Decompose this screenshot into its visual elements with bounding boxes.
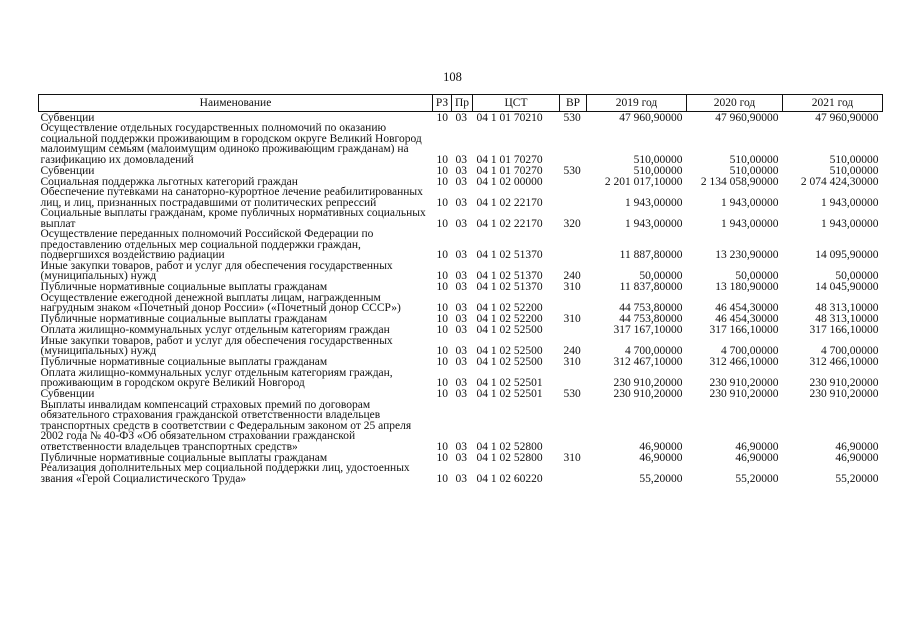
- cell-cst: 04 1 02 60220: [476, 472, 543, 485]
- cell-vr: [560, 229, 587, 261]
- header-2019: 2019 год: [587, 95, 687, 112]
- table-row: [39, 389, 883, 400]
- cell-y2020: 46 454,30000: [715, 313, 779, 325]
- cell-name: Оплата жилищно-коммунальных услуг отдельным категориям граждан, проживающим в городском округе Великий Новгород: [40, 366, 393, 389]
- cell-vr: 310: [563, 356, 581, 368]
- cell-vr: [560, 123, 587, 165]
- cell-y2020: 1 943,00000: [721, 217, 779, 230]
- header-cst: ЦСТ: [473, 95, 560, 112]
- cell-y2021: 55,20000: [835, 472, 879, 485]
- cell-y2020: 2 134 058,90000: [700, 175, 779, 188]
- cell-y2019: 47 960,90000: [619, 111, 683, 124]
- cell-pr: 03: [455, 164, 467, 177]
- cell-vr: [560, 325, 587, 336]
- cell-cst: 04 1 01 70270: [476, 153, 543, 166]
- cell-rz: 10: [436, 270, 448, 282]
- cell-y2020: 1 943,00000: [721, 196, 779, 209]
- cell-pr: 03: [455, 111, 467, 124]
- cell-pr: 03: [455, 281, 467, 293]
- table-row: [39, 208, 883, 229]
- cell-y2021: 14 095,90000: [815, 249, 879, 261]
- cell-y2020: 47 960,90000: [715, 111, 779, 124]
- cell-name: Выплаты инвалидам компенсаций страховых премий по договорам обязательного страхования гражданской ответственности владельцев транспортных средств в соответствии с Федеральным законом от 25 апреля 2002 года № 40-ФЗ «Об обязательном страховании гражданской ответственности владельцев транспортных средств»: [40, 398, 412, 453]
- cell-cst: 04 1 02 52500: [476, 324, 543, 336]
- cell-y2021: 48 313,10000: [815, 302, 879, 314]
- cell-y2019: 44 753,80000: [619, 302, 683, 314]
- cell-rz: 10: [436, 388, 448, 400]
- cell-name: Иные закупки товаров, работ и услуг для обеспечения государственных (муниципальных) нужд: [40, 334, 393, 357]
- cell-name: Иные закупки товаров, работ и услуг для обеспечения государственных (муниципальных) нужд: [40, 259, 393, 282]
- cell-y2021: 46,90000: [835, 440, 879, 453]
- header-pr: Пр: [452, 95, 473, 112]
- table-row: [39, 336, 883, 357]
- cell-cst: 04 1 02 00000: [476, 175, 543, 188]
- cell-vr: 310: [563, 313, 581, 325]
- cell-y2019: 46,90000: [639, 451, 683, 464]
- table-row: [39, 261, 883, 282]
- cell-y2021: 1 943,00000: [821, 217, 879, 230]
- cell-y2021: 312 466,10000: [809, 356, 879, 368]
- cell-rz: 10: [436, 324, 448, 336]
- cell-y2021: 50,00000: [835, 270, 879, 282]
- cell-y2021: 4 700,00000: [821, 345, 879, 357]
- cell-rz: 10: [436, 313, 448, 325]
- cell-pr: 03: [455, 388, 467, 400]
- cell-name: Социальная поддержка льготных категорий граждан: [40, 175, 298, 188]
- cell-vr: [560, 293, 587, 314]
- cell-y2020: 55,20000: [735, 472, 779, 485]
- cell-cst: 04 1 02 52501: [476, 377, 543, 389]
- cell-y2019: 230 910,20000: [613, 388, 683, 400]
- cell-name: Публичные нормативные социальные выплаты гражданам: [40, 281, 328, 293]
- cell-pr: 03: [455, 440, 467, 453]
- table-row: [39, 165, 883, 176]
- cell-y2019: 4 700,00000: [625, 345, 683, 357]
- cell-pr: 03: [455, 451, 467, 464]
- cell-y2019: 55,20000: [639, 472, 683, 485]
- budget-table: [38, 94, 883, 484]
- cell-vr: 240: [563, 345, 581, 357]
- header-rz: РЗ: [433, 95, 452, 112]
- cell-y2019: 11 837,80000: [619, 281, 683, 293]
- header-2020: 2020 год: [687, 95, 783, 112]
- cell-y2019: 44 753,80000: [619, 313, 683, 325]
- cell-vr: [560, 176, 587, 187]
- cell-cst: 04 1 02 52200: [476, 302, 543, 314]
- cell-name: Осуществление переданных полномочий Российской Федерации по предоставлению отдельных мер социальной поддержки граждан, подвергшихся воздействию радиации: [40, 228, 374, 261]
- cell-cst: 04 1 02 52500: [476, 345, 543, 357]
- cell-name: Осуществление ежегодной денежной выплаты лицам, награжденным нагрудным знаком «Почетный донор России» («Почетный донор СССР»): [40, 291, 401, 314]
- cell-vr: 240: [563, 270, 581, 282]
- header-name: Наименование: [39, 95, 433, 112]
- cell-pr: 03: [455, 175, 467, 188]
- table-row: [39, 325, 883, 336]
- cell-pr: 03: [455, 302, 467, 314]
- cell-y2020: 46 454,30000: [715, 302, 779, 314]
- cell-pr: 03: [455, 345, 467, 357]
- table-row: [39, 282, 883, 293]
- cell-y2019: 11 887,80000: [619, 249, 683, 261]
- cell-name: Субвенции: [40, 388, 95, 400]
- cell-vr: 530: [563, 111, 581, 124]
- cell-cst: 04 1 01 70210: [476, 111, 543, 124]
- table-row: [39, 357, 883, 368]
- cell-rz: 10: [436, 175, 448, 188]
- cell-rz: 10: [436, 440, 448, 453]
- cell-pr: 03: [455, 472, 467, 485]
- cell-name: Субвенции: [40, 164, 95, 177]
- table-row: [39, 187, 883, 208]
- cell-y2021: 1 943,00000: [821, 196, 879, 209]
- cell-vr: [560, 368, 587, 389]
- cell-name: Обеспечение путевками на санаторно-курортное лечение реабилитированных лиц, и лиц, признанных пострадавшими от политических репрессий: [40, 186, 423, 209]
- cell-rz: 10: [436, 472, 448, 485]
- cell-cst: 04 1 02 52800: [476, 440, 543, 453]
- cell-rz: 10: [436, 377, 448, 389]
- cell-y2019: 1 943,00000: [625, 196, 683, 209]
- cell-pr: 03: [455, 217, 467, 230]
- cell-pr: 03: [455, 153, 467, 166]
- cell-cst: 04 1 01 70270: [476, 164, 543, 177]
- table-row: [39, 229, 883, 261]
- cell-y2021: 47 960,90000: [815, 111, 879, 124]
- cell-name: Реализация дополнительных мер социальной поддержки лиц, удостоенных звания «Герой Социалистического Труда»: [40, 462, 410, 485]
- cell-y2020: 230 910,20000: [709, 388, 779, 400]
- cell-vr: 310: [563, 281, 581, 293]
- cell-y2019: 230 910,20000: [613, 377, 683, 389]
- cell-y2020: 4 700,00000: [721, 345, 779, 357]
- cell-y2021: 48 313,10000: [815, 313, 879, 325]
- cell-pr: 03: [455, 356, 467, 368]
- cell-y2019: 46,90000: [639, 440, 683, 453]
- cell-y2021: 317 166,10000: [809, 324, 879, 336]
- cell-y2021: 230 910,20000: [809, 377, 879, 389]
- cell-vr: 310: [563, 451, 581, 464]
- cell-y2019: 317 167,10000: [613, 324, 683, 336]
- cell-y2020: 230 910,20000: [709, 377, 779, 389]
- cell-pr: 03: [455, 313, 467, 325]
- table-row: [39, 368, 883, 389]
- cell-y2021: 2 074 424,30000: [800, 175, 879, 188]
- table-row: [39, 463, 883, 484]
- cell-rz: 10: [436, 111, 448, 124]
- cell-y2020: 312 466,10000: [709, 356, 779, 368]
- page-number: 108: [443, 70, 462, 84]
- cell-cst: 04 1 02 51370: [476, 270, 543, 282]
- cell-name: Публичные нормативные социальные выплаты гражданам: [40, 451, 328, 464]
- cell-y2019: 312 467,10000: [613, 356, 683, 368]
- cell-vr: [560, 187, 587, 208]
- cell-y2019: 1 943,00000: [625, 217, 683, 230]
- cell-vr: 320: [563, 217, 581, 230]
- cell-y2019: 510,00000: [633, 153, 683, 166]
- table-row: [39, 314, 883, 325]
- header-2021: 2021 год: [783, 95, 883, 112]
- cell-rz: 10: [436, 153, 448, 166]
- cell-y2020: 13 230,90000: [715, 249, 779, 261]
- cell-y2020: 50,00000: [735, 270, 779, 282]
- cell-y2021: 510,00000: [829, 164, 879, 177]
- cell-y2021: 46,90000: [835, 451, 879, 464]
- cell-name: Осуществление отдельных государственных полномочий по оказанию социальной поддержки проживающим в городском округе Великий Новгород малоимущим семьям (малоимущим одиноко проживающим гражданам) на газификацию их домовладений: [40, 122, 422, 166]
- cell-cst: 04 1 02 51370: [476, 249, 543, 261]
- cell-vr: [560, 400, 587, 453]
- cell-rz: 10: [436, 249, 448, 261]
- cell-cst: 04 1 02 52500: [476, 356, 543, 368]
- cell-cst: 04 1 02 22170: [476, 196, 543, 209]
- cell-y2021: 510,00000: [829, 153, 879, 166]
- cell-name: Оплата жилищно-коммунальных услуг отдельным категориям граждан: [40, 324, 390, 336]
- cell-name: Публичные нормативные социальные выплаты гражданам: [40, 356, 328, 368]
- cell-y2021: 230 910,20000: [809, 388, 879, 400]
- cell-cst: 04 1 02 51370: [476, 281, 543, 293]
- cell-pr: 03: [455, 377, 467, 389]
- cell-vr: 530: [563, 164, 581, 177]
- cell-vr: [560, 463, 587, 484]
- cell-y2020: 46,90000: [735, 451, 779, 464]
- cell-y2020: 510,00000: [729, 164, 779, 177]
- cell-y2020: 46,90000: [735, 440, 779, 453]
- header-vr: ВР: [560, 95, 587, 112]
- cell-y2020: 510,00000: [729, 153, 779, 166]
- cell-cst: 04 1 02 52200: [476, 313, 543, 325]
- cell-y2020: 13 180,90000: [715, 281, 779, 293]
- table-row: [39, 123, 883, 165]
- cell-rz: 10: [436, 356, 448, 368]
- cell-cst: 04 1 02 52501: [476, 388, 543, 400]
- cell-y2021: 14 045,90000: [815, 281, 879, 293]
- cell-rz: 10: [436, 302, 448, 314]
- cell-rz: 10: [436, 451, 448, 464]
- cell-pr: 03: [455, 249, 467, 261]
- cell-rz: 10: [436, 345, 448, 357]
- cell-rz: 10: [436, 164, 448, 177]
- cell-pr: 03: [455, 270, 467, 282]
- cell-y2019: 2 201 017,10000: [604, 175, 683, 188]
- cell-y2020: 317 166,10000: [709, 324, 779, 336]
- cell-pr: 03: [455, 196, 467, 209]
- cell-rz: 10: [436, 281, 448, 293]
- cell-pr: 03: [455, 324, 467, 336]
- table-header-row: [39, 95, 883, 112]
- table-row: [39, 400, 883, 453]
- cell-y2019: 510,00000: [633, 164, 683, 177]
- cell-cst: 04 1 02 52800: [476, 451, 543, 464]
- cell-y2019: 50,00000: [639, 270, 683, 282]
- table-row: [39, 293, 883, 314]
- cell-name: Субвенции: [40, 111, 95, 124]
- cell-cst: 04 1 02 22170: [476, 217, 543, 230]
- cell-rz: 10: [436, 217, 448, 230]
- cell-name: Публичные нормативные социальные выплаты гражданам: [40, 313, 328, 325]
- cell-vr: 530: [563, 388, 581, 400]
- cell-rz: 10: [436, 196, 448, 209]
- cell-name: Социальные выплаты гражданам, кроме публичных нормативных социальных выплат: [40, 207, 426, 230]
